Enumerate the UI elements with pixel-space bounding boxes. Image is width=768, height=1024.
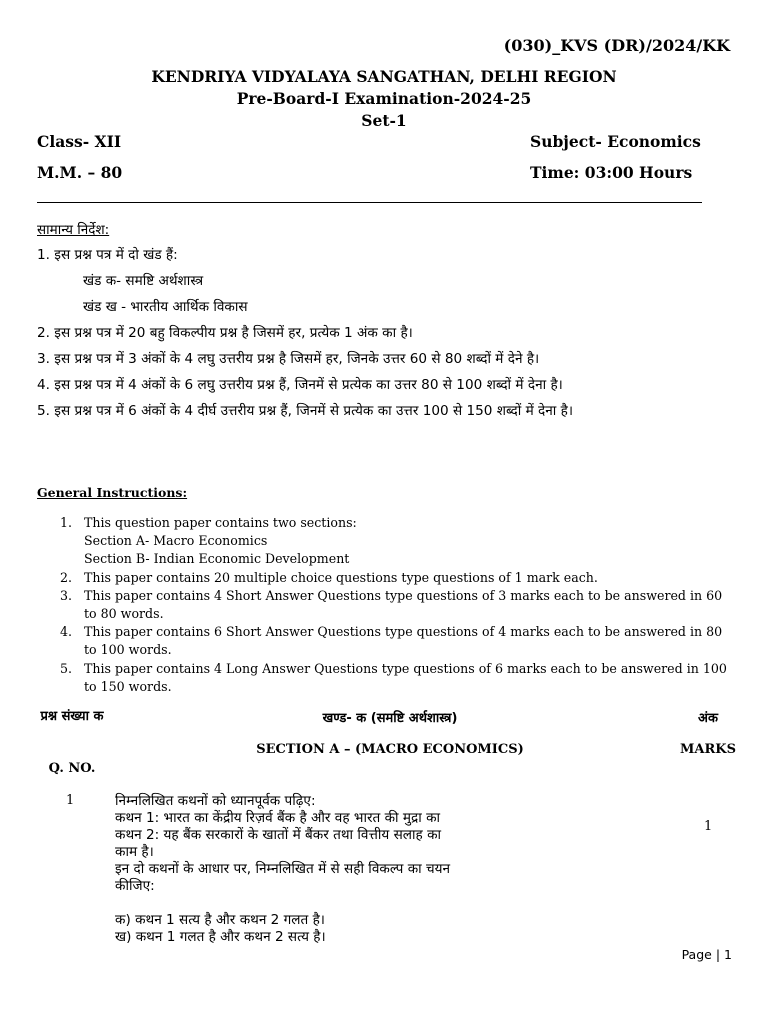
hindi-instruction-sub: खंड ख - भारतीय आर्थिक विकास xyxy=(83,299,248,315)
paper-code: (030)_KVS (DR)/2024/KK xyxy=(503,36,730,55)
org-title: KENDRIYA VIDYALAYA SANGATHAN, DELHI REGION xyxy=(151,67,617,86)
page-label: Page xyxy=(681,947,712,962)
hindi-instruction-sub: खंड क- समष्टि अर्थशास्त्र xyxy=(83,273,204,289)
hindi-instruction: 2. इस प्रश्न पत्र में 20 बहु विकल्पीय प्रश्न है जिसमें हर, प्रत्येक 1 अंक का है। xyxy=(37,325,413,341)
marks-header-hindi: अंक xyxy=(698,711,718,726)
general-instructions-list xyxy=(60,514,730,696)
hindi-instructions-list xyxy=(37,246,737,428)
hindi-instruction: 5. इस प्रश्न पत्र में 6 अंकों के 4 दीर्घ उत्तरीय प्रश्न हैं, जिनमें से प्रत्येक का उत्तर 100 से 150 शब्दों में देना है। xyxy=(37,403,573,419)
page-number: 1 xyxy=(724,947,732,962)
max-marks-label: M.M. – 80 xyxy=(37,163,123,182)
question-number: 1 xyxy=(66,793,75,808)
qno-header-hindi: प्रश्न संख्या क xyxy=(40,709,104,724)
time-label: Time: 03:00 Hours xyxy=(530,163,693,182)
page-footer xyxy=(682,947,732,962)
list-item: 5. This paper contains 4 Long Answer Questions type questions of 6 marks each to be answered in 100 to 150 words. xyxy=(60,660,727,694)
subject-label: Subject- Economics xyxy=(530,132,701,151)
footer-separator: | xyxy=(715,947,721,962)
exam-title: Pre-Board-I Examination-2024-25 xyxy=(236,89,532,108)
general-instructions-heading: General Instructions: xyxy=(37,485,188,500)
question-text: निम्नलिखित कथनों को ध्यानपूर्वक पढ़िए: कथन 1: भारत का केंद्रीय रिज़र्व बैंक है और वह भारत की मुद्रा का कथन 2: यह बैंक सरकारों के खातों में बैंकर तथा वित्तीय सलाह का काम है। इन दो कथनों के आधार पर, निम्नलिखित में से सही विकल्प का चयन कीजिए: क) कथन 1 सत्य है और कथन 2 गलत है। ख) कथन 1 गलत है और कथन 2 सत्य है। xyxy=(115,793,675,946)
list-item: 1. This question paper contains two sections: Section A- Macro Economics Section B- Indian Economic Development xyxy=(60,515,357,567)
hindi-instruction: 1. इस प्रश्न पत्र में दो खंड हैं: xyxy=(37,247,178,263)
class-label: Class- XII xyxy=(37,132,122,151)
list-item: 2. This paper contains 20 multiple choice questions type questions of 1 mark each. xyxy=(60,569,598,585)
hindi-instruction: 4. इस प्रश्न पत्र में 4 अंकों के 6 लघु उत्तरीय प्रश्न हैं, जिनमें से प्रत्येक का उत्तर 80 से 100 शब्दों में देना है। xyxy=(37,377,563,393)
set-label: Set-1 xyxy=(361,111,407,130)
option-a: क) कथन 1 सत्य है और कथन 2 गलत है। xyxy=(115,912,325,928)
section-header: SECTION A – (MACRO ECONOMICS) xyxy=(256,742,524,757)
hindi-instruction: 3. इस प्रश्न पत्र में 3 अंकों के 4 लघु उत्तरीय प्रश्न है जिसमें हर, जिनके उत्तर 60 से 80 शब्दों में देने है। xyxy=(37,351,540,367)
marks-header: MARKS xyxy=(680,742,736,757)
section-header-hindi: खण्ड- क (समष्टि अर्थशास्त्र) xyxy=(322,711,458,726)
list-item: 4. This paper contains 6 Short Answer Questions type questions of 4 marks each to be answered in 80 to 100 words. xyxy=(60,624,723,658)
list-item: 3. This paper contains 4 Short Answer Questions type questions of 3 marks each to be answered in 60 to 80 words. xyxy=(60,587,723,622)
header-divider xyxy=(37,202,702,203)
question-marks: 1 xyxy=(704,819,713,834)
option-b: ख) कथन 1 गलत है और कथन 2 सत्य है। xyxy=(115,929,326,945)
hindi-instructions-heading: सामान्य निर्देश: xyxy=(37,222,110,238)
qno-header: Q. NO. xyxy=(48,761,96,776)
